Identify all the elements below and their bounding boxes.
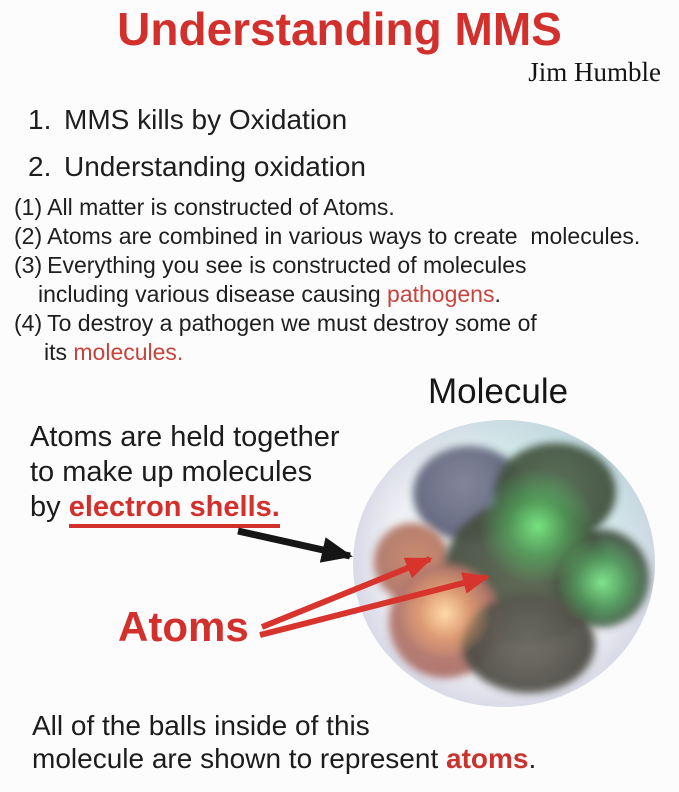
details-list — [14, 193, 674, 367]
highlight-molecules: molecules. — [73, 339, 184, 365]
main-point-2-number: 2. — [28, 151, 52, 182]
detail-item-3-label: (3) — [14, 252, 43, 278]
highlight-pathogens: pathogens — [387, 281, 495, 307]
molecule-graphic — [353, 420, 655, 707]
main-point-2-text: Understanding oxidation — [64, 151, 366, 182]
main-point-1-number: 1. — [28, 104, 52, 135]
author-name: Jim Humble — [528, 57, 661, 87]
detail-item-4: (4) To destroy a pathogen we must destroy some of — [14, 310, 537, 336]
detail-item-1: (1) All matter is constructed of Atoms. — [14, 194, 395, 220]
atom-glow-green-2 — [555, 538, 649, 627]
highlight-electron-shells: electron shells. — [69, 491, 280, 528]
main-point-2 — [28, 151, 366, 183]
main-point-1 — [28, 104, 347, 136]
atom-glow-orange — [398, 569, 492, 658]
detail-item-3: (3) Everything you see is constructed of molecules — [14, 252, 527, 278]
molecule-label: Molecule — [428, 372, 569, 411]
detail-item-2: (2) Atoms are combined in various ways to create molecules. — [14, 223, 641, 249]
page-title: Understanding MMS — [117, 3, 562, 55]
atoms-label: Atoms — [118, 603, 249, 650]
main-point-1-text: MMS kills by Oxidation — [64, 104, 348, 135]
detail-item-2-label: (2) — [14, 223, 43, 249]
detail-item-4-label: (4) — [14, 310, 43, 336]
footer-caption: All of the balls inside of this molecule are shown to represent atoms. — [32, 710, 537, 774]
detail-item-1-label: (1) — [14, 194, 43, 220]
detail-item-3-continued: including various disease causing pathogens. — [38, 281, 501, 307]
molecule-caption: Atoms are held together to make up molecules by electron shells. — [30, 420, 340, 525]
black-arrow — [238, 531, 350, 556]
highlight-atoms: atoms — [446, 743, 529, 774]
detail-item-4-continued: its molecules. — [44, 339, 184, 365]
